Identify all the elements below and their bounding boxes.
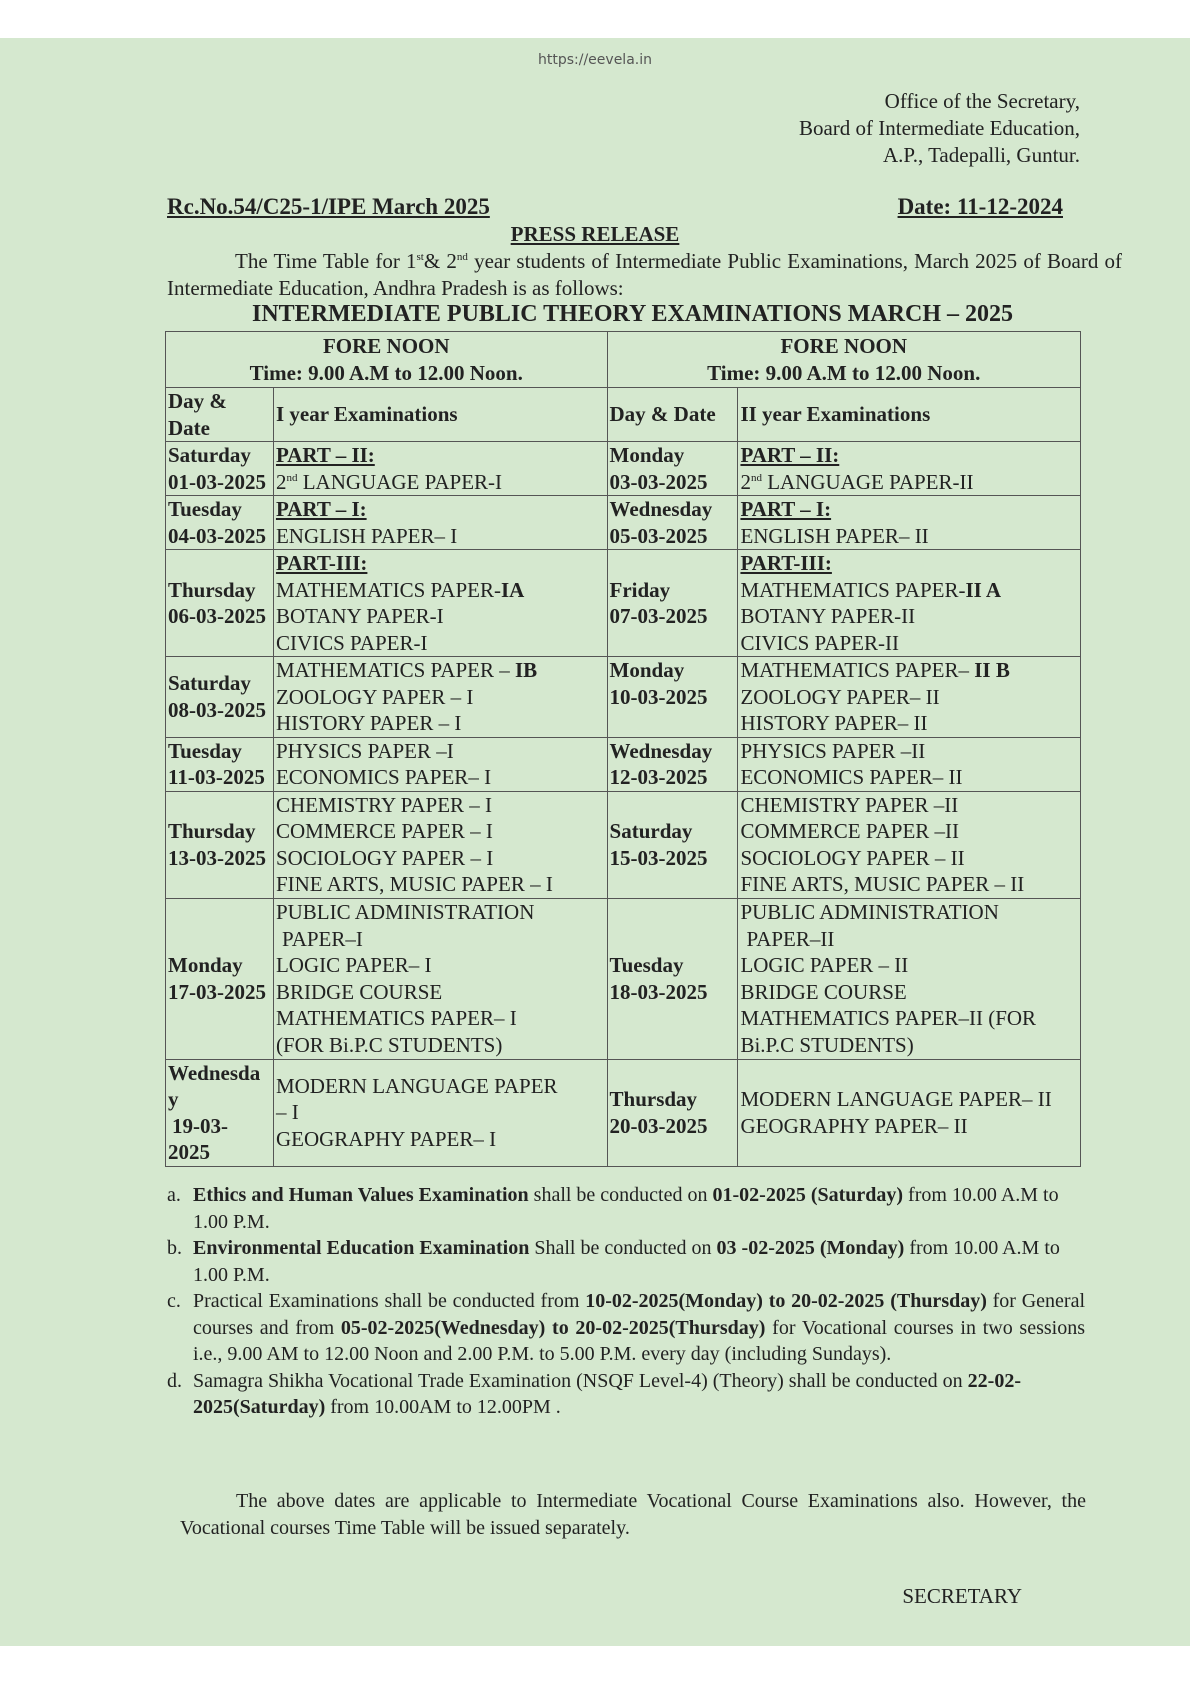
reference-number: Rc.No.54/C25-1/IPE March 2025 [167, 194, 490, 219]
day-date-cell: Tuesday 04-03-2025 [166, 496, 274, 550]
day-date-cell: Wednesda y 19-03- 2025 [166, 1059, 274, 1166]
column-header-row [166, 388, 1081, 442]
note-item: c. Practical Examinations shall be conducted from 10-02-2025(Monday) to 20-02-2025 (Thursday) for General courses and from 05-02-2025(Wednesday) to 20-02-2025(Thursday) for Vocational courses in two sessions i.e., 9.00 AM to 12.00 Noon and 2.00 P.M. to 5.00 P.M. every day (including Sundays). [167, 1290, 1086, 1365]
table-row [166, 496, 1081, 550]
timetable [165, 331, 1081, 1167]
signature-title: SECRETARY [902, 1584, 1022, 1608]
office-line: Board of Intermediate Education, [798, 116, 1080, 140]
exam-cell: PHYSICS PAPER –I ECONOMICS PAPER– I [273, 737, 607, 791]
day-date-cell: Wednesday 05-03-2025 [607, 496, 738, 550]
exam-cell: MODERN LANGUAGE PAPER– II GEOGRAPHY PAPER– II [738, 1059, 1081, 1166]
exam-cell: PUBLIC ADMINISTRATION PAPER–I LOGIC PAPER– I BRIDGE COURSE MATHEMATICS PAPER– I (FOR Bi.P.C STUDENTS) [273, 898, 607, 1059]
office-line: A.P., Tadepalli, Guntur. [882, 143, 1080, 167]
day-date-cell: Tuesday 18-03-2025 [607, 898, 738, 1059]
session-header-row [166, 332, 1081, 388]
note-item: a. Ethics and Human Values Examination shall be conducted on 01-02-2025 (Saturday) from 10.00 A.M to 1.00 P.M. [167, 1184, 1059, 1233]
day-date-cell: Saturday 08-03-2025 [166, 657, 274, 738]
table-row [166, 657, 1081, 738]
exam-cell: MATHEMATICS PAPER – IB ZOOLOGY PAPER – I HISTORY PAPER – I [273, 657, 607, 738]
exam-cell: MATHEMATICS PAPER– II B ZOOLOGY PAPER– II HISTORY PAPER– II [738, 657, 1081, 738]
exam-cell: PHYSICS PAPER –II ECONOMICS PAPER– II [738, 737, 1081, 791]
table-row [166, 737, 1081, 791]
note-item: d. Samagra Shikha Vocational Trade Examination (NSQF Level-4) (Theory) shall be conducted on 22-02-2025(Saturday) from 10.00AM to 12.00PM . [167, 1369, 1021, 1418]
office-line: Office of the Secretary, [884, 89, 1080, 113]
exam-cell: PART – II: 2nd LANGUAGE PAPER-I [273, 442, 607, 496]
day-date-cell: Monday 03-03-2025 [607, 442, 738, 496]
document-page [0, 38, 1190, 1646]
office-address [799, 88, 1080, 169]
timetable-heading: INTERMEDIATE PUBLIC THEORY EXAMINATIONS MARCH – 2025 [252, 301, 1014, 327]
exam-cell: PART-III: MATHEMATICS PAPER-IA BOTANY PAPER-I CIVICS PAPER-I [273, 550, 607, 657]
day-date-cell: Thursday 06-03-2025 [166, 550, 274, 657]
day-date-cell: Saturday 01-03-2025 [166, 442, 274, 496]
day-date-cell: Tuesday 11-03-2025 [166, 737, 274, 791]
table-row [166, 1059, 1081, 1166]
release-date: Date: 11-12-2024 [897, 194, 1063, 219]
session-header-left: FORE NOON Time: 9.00 A.M to 12.00 Noon. [166, 332, 608, 388]
exam-cell: PART – I: ENGLISH PAPER– II [738, 496, 1081, 550]
table-row [166, 898, 1081, 1059]
day-date-cell: Friday 07-03-2025 [607, 550, 738, 657]
day-date-cell: Saturday 15-03-2025 [607, 791, 738, 898]
intro-paragraph: The Time Table for 1st& 2nd year students of Intermediate Public Examinations, March 2025 of Board of Intermediate Education, Andhra Pradesh is as follows: [167, 249, 1122, 300]
exam-cell: PART – II: 2nd LANGUAGE PAPER-II [738, 442, 1081, 496]
day-date-cell: Thursday 13-03-2025 [166, 791, 274, 898]
note-item: b. Environmental Education Examination Shall be conducted on 03 -02-2025 (Monday) from 10.00 A.M to 1.00 P.M. [167, 1237, 1060, 1286]
exam-cell: CHEMISTRY PAPER – I COMMERCE PAPER – I SOCIOLOGY PAPER – I FINE ARTS, MUSIC PAPER – I [273, 791, 607, 898]
source-url: https://eevela.in [538, 52, 652, 68]
table-row [166, 442, 1081, 496]
day-date-cell: Thursday 20-03-2025 [607, 1059, 738, 1166]
exam-cell: MODERN LANGUAGE PAPER – I GEOGRAPHY PAPER– I [273, 1059, 607, 1166]
column-header: I year Examinations [273, 388, 607, 442]
table-row [166, 791, 1081, 898]
column-header: Day & Date [166, 388, 274, 442]
exam-cell: PART-III: MATHEMATICS PAPER-II A BOTANY PAPER-II CIVICS PAPER-II [738, 550, 1081, 657]
day-date-cell: Monday 17-03-2025 [166, 898, 274, 1059]
closing-paragraph: The above dates are applicable to Intermediate Vocational Course Examinations also. However, the Vocational courses Time Table will be issued separately. [180, 1490, 1086, 1539]
day-date-cell: Monday 10-03-2025 [607, 657, 738, 738]
exam-cell: CHEMISTRY PAPER –II COMMERCE PAPER –II SOCIOLOGY PAPER – II FINE ARTS, MUSIC PAPER – II [738, 791, 1081, 898]
exam-cell: PUBLIC ADMINISTRATION PAPER–II LOGIC PAPER – II BRIDGE COURSE MATHEMATICS PAPER–II (FOR Bi.P.C STUDENTS) [738, 898, 1081, 1059]
column-header: Day & Date [607, 388, 738, 442]
column-header: II year Examinations [738, 388, 1081, 442]
session-header-right: FORE NOON Time: 9.00 A.M to 12.00 Noon. [607, 332, 1080, 388]
exam-cell: PART – I: ENGLISH PAPER– I [273, 496, 607, 550]
table-row [166, 550, 1081, 657]
day-date-cell: Wednesday 12-03-2025 [607, 737, 738, 791]
notes-list [167, 1182, 1085, 1421]
press-release-title: PRESS RELEASE [510, 222, 680, 246]
